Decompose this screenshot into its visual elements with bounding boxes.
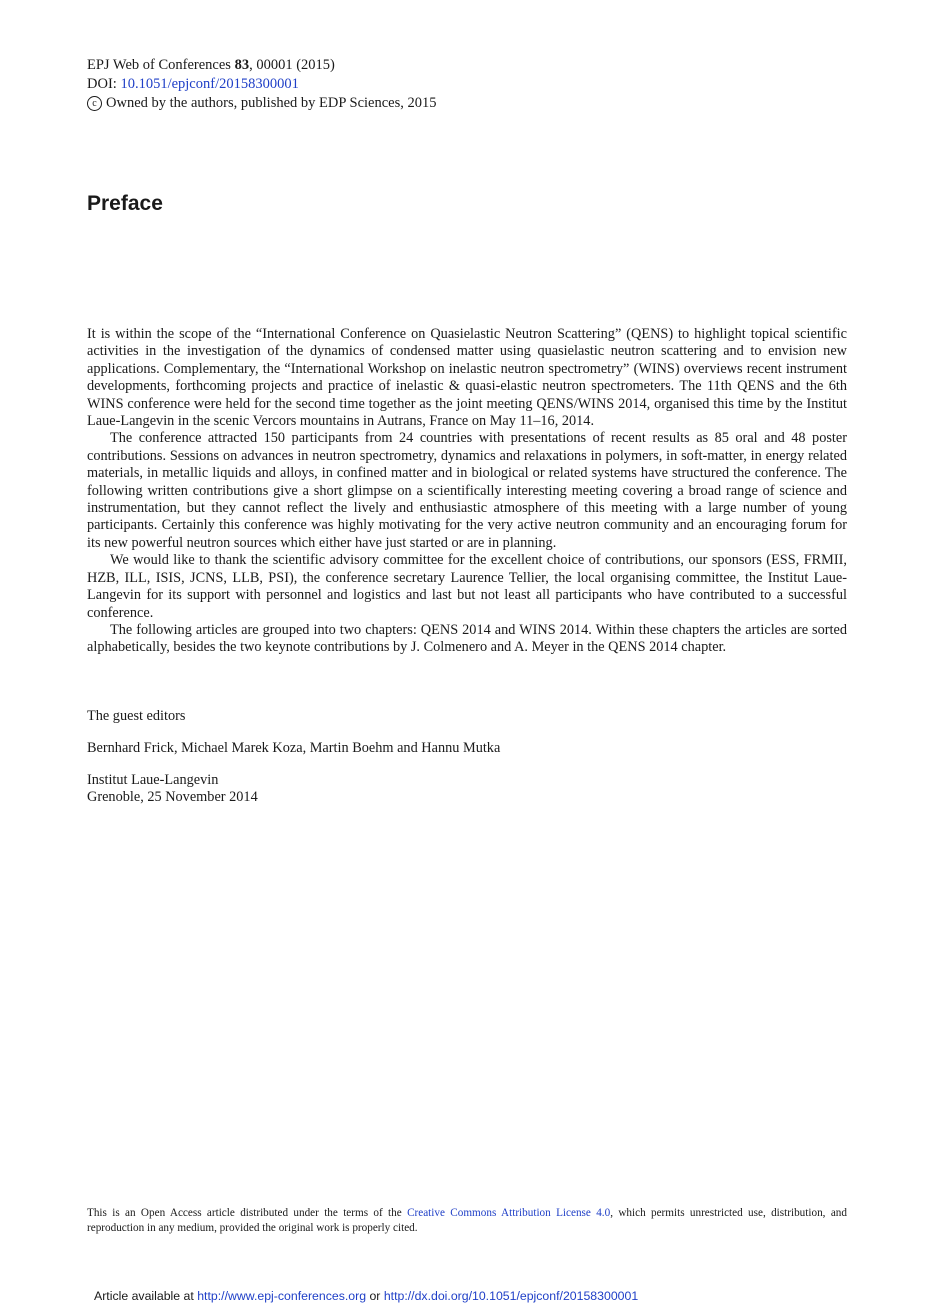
editors-names: Bernhard Frick, Michael Marek Koza, Martin Boehm and Hannu Mutka xyxy=(87,740,501,756)
article-footer xyxy=(94,1289,638,1303)
issue-info: , 00001 (2015) xyxy=(249,57,335,73)
doi-label: DOI: xyxy=(87,76,121,92)
paragraph: We would like to thank the scientific advisory committee for the excellent choice of contributions, our sponsors (ESS, FRMII, HZB, ILL, ISIS, JCNS, LLB, PSI), the conference secretary Laurence Tellier, the local organising committee, the Institut Laue-Langevin for its support with personnel and logistics and last but not least all participants who have contributed to a successful conference. xyxy=(87,552,847,621)
doi-footer-link[interactable]: http://dx.doi.org/10.1051/epjconf/20158300001 xyxy=(383,1289,639,1303)
license-link[interactable]: Creative Commons Attribution License 4.0 xyxy=(407,1207,611,1219)
paragraph: It is within the scope of the “International Conference on Quasielastic Neutron Scattering” (QENS) to highlight topical scientific activities in the investigation of the dynamics of condensed matter using quasielastic neutron scattering and to envision new applications. Complementary, the “International Workshop on inelastic neutron spectrometry” (WINS) overviews recent instrument developments, forthcoming projects and practice of inelastic & quasi-elastic neutron spectrometers. The 11th QENS and the 6th WINS conference were held for the second time together as the joint meeting QENS/WINS 2014, organised this time by the Institut Laue-Langevin in the scenic Vercors mountains in Autrans, France on May 11–16, 2014. xyxy=(87,326,847,430)
volume-number: 83 xyxy=(234,57,250,73)
doi-link[interactable]: 10.1051/epjconf/20158300001 xyxy=(120,76,299,92)
footer-prefix: Article available at xyxy=(94,1289,198,1303)
footer-or: or xyxy=(366,1289,384,1303)
journal-header xyxy=(87,56,437,113)
page-title: Preface xyxy=(87,192,163,215)
copyright-icon: c xyxy=(87,96,102,111)
doi-line xyxy=(87,75,437,94)
copyright-text: Owned by the authors, published by EDP Sciences, 2015 xyxy=(106,95,437,111)
license-notice xyxy=(87,1206,847,1236)
institution: Institut Laue-Langevin xyxy=(87,772,219,788)
license-prefix: This is an Open Access article distributed under the terms of the xyxy=(87,1207,408,1219)
place-date: Grenoble, 25 November 2014 xyxy=(87,789,258,805)
license-suffix: , which permits unrestricted use, distribution, and reproduction in any medium, provided the original work is properly cited. xyxy=(87,1207,847,1234)
paragraph: The conference attracted 150 participants from 24 countries with presentations of recent results as 85 oral and 48 poster contributions. Sessions on advances in neutron spectrometry, dynamics and relaxations in polymers, in soft-matter, in energy related materials, in metallic liquids and alloys, in confined matter and in biological or related systems have structured the conference. The following written contributions give a short glimpse on a scientifically interesting meeting covering a broad range of science and instrumentation, but they cannot reflect the lively and enthusiastic atmosphere of this meeting with a large number of young participants. Certainly this conference was highly motivating for the very active neutron community and an encouraging forum for its new powerful neutron sources which either have just started or are in planning. xyxy=(87,430,847,551)
citation-line xyxy=(87,56,437,75)
journal-name: EPJ Web of Conferences xyxy=(87,57,235,73)
editors-label: The guest editors xyxy=(87,708,186,724)
paragraph: The following articles are grouped into two chapters: QENS 2014 and WINS 2014. Within these chapters the articles are sorted alphabetically, besides the two keynote contributions by J. Colmenero and A. Meyer in the QENS 2014 chapter. xyxy=(87,621,847,656)
copyright-line xyxy=(87,94,437,113)
epj-link[interactable]: http://www.epj-conferences.org xyxy=(197,1289,367,1303)
preface-body xyxy=(87,326,847,657)
